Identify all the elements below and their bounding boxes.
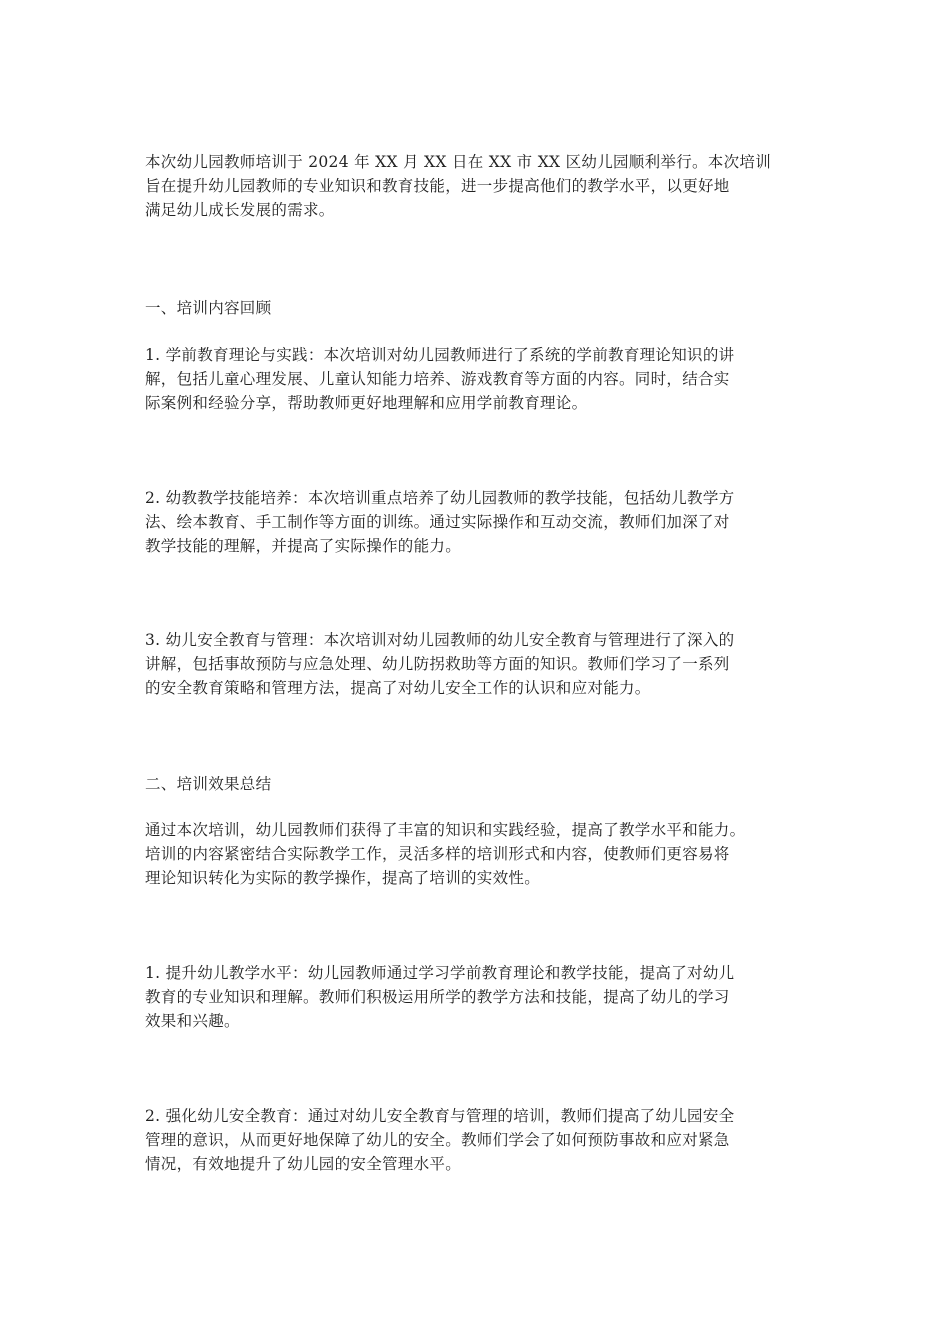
text-line: 解，包括儿童心理发展、儿童认知能力培养、游戏教育等方面的内容。同时，结合实 — [145, 370, 730, 388]
text-line: 旨在提升幼儿园教师的专业知识和教育技能，进一步提高他们的教学水平，以更好地 — [145, 177, 730, 195]
text-line: 1. 提升幼儿教学水平：幼儿园教师通过学习学前教育理论和教学技能，提高了对幼儿 — [145, 964, 735, 982]
text-line: 满足幼儿成长发展的需求。 — [145, 201, 335, 219]
section-heading-effect-summary — [145, 772, 835, 796]
text-line: 2. 幼教教学技能培养：本次培训重点培养了幼儿园教师的教学技能，包括幼儿教学方 — [145, 489, 735, 507]
text-line: 本次幼儿园教师培训于 2024 年 XX 月 XX 日在 XX 市 XX 区幼儿园顺利举行。本次培训 — [145, 153, 771, 171]
text-line: 通过本次培训，幼儿园教师们获得了丰富的知识和实践经验，提高了教学水平和能力。 — [145, 821, 746, 839]
section-heading-content-review — [145, 296, 835, 320]
text-line: 培训的内容紧密结合实际教学工作，灵活多样的培训形式和内容，使教师们更容易将 — [145, 845, 730, 863]
text-line: 教育的专业知识和理解。教师们积极运用所学的教学方法和技能，提高了幼儿的学习 — [145, 988, 730, 1006]
item-preschool-theory — [145, 343, 835, 415]
summary-paragraph — [145, 818, 835, 890]
text-line: 理论知识转化为实际的教学操作，提高了培训的实效性。 — [145, 869, 541, 887]
item-safety-education — [145, 628, 835, 700]
section-heading: 二、培训效果总结 — [145, 775, 272, 793]
text-line: 情况，有效地提升了幼儿园的安全管理水平。 — [145, 1155, 462, 1173]
text-line: 1. 学前教育理论与实践：本次培训对幼儿园教师进行了系统的学前教育理论知识的讲 — [145, 346, 735, 364]
text-line: 管理的意识，从而更好地保障了幼儿的安全。教师们学会了如何预防事故和应对紧急 — [145, 1131, 730, 1149]
text-line: 3. 幼儿安全教育与管理：本次培训对幼儿园教师的幼儿安全教育与管理进行了深入的 — [145, 631, 735, 649]
text-line: 教学技能的理解，并提高了实际操作的能力。 — [145, 537, 462, 555]
section-heading: 一、培训内容回顾 — [145, 299, 272, 317]
item-strengthen-safety — [145, 1104, 835, 1176]
text-line: 际案例和经验分享，帮助教师更好地理解和应用学前教育理论。 — [145, 394, 588, 412]
item-teaching-skills — [145, 486, 835, 558]
text-line: 讲解，包括事故预防与应急处理、幼儿防拐救助等方面的知识。教师们学习了一系列 — [145, 655, 730, 673]
intro-paragraph — [145, 150, 835, 222]
text-line: 的安全教育策略和管理方法，提高了对幼儿安全工作的认识和应对能力。 — [145, 679, 651, 697]
text-line: 2. 强化幼儿安全教育：通过对幼儿安全教育与管理的培训，教师们提高了幼儿园安全 — [145, 1107, 735, 1125]
item-improve-teaching — [145, 961, 835, 1033]
text-line: 效果和兴趣。 — [145, 1012, 240, 1030]
text-line: 法、绘本教育、手工制作等方面的训练。通过实际操作和互动交流，教师们加深了对 — [145, 513, 730, 531]
